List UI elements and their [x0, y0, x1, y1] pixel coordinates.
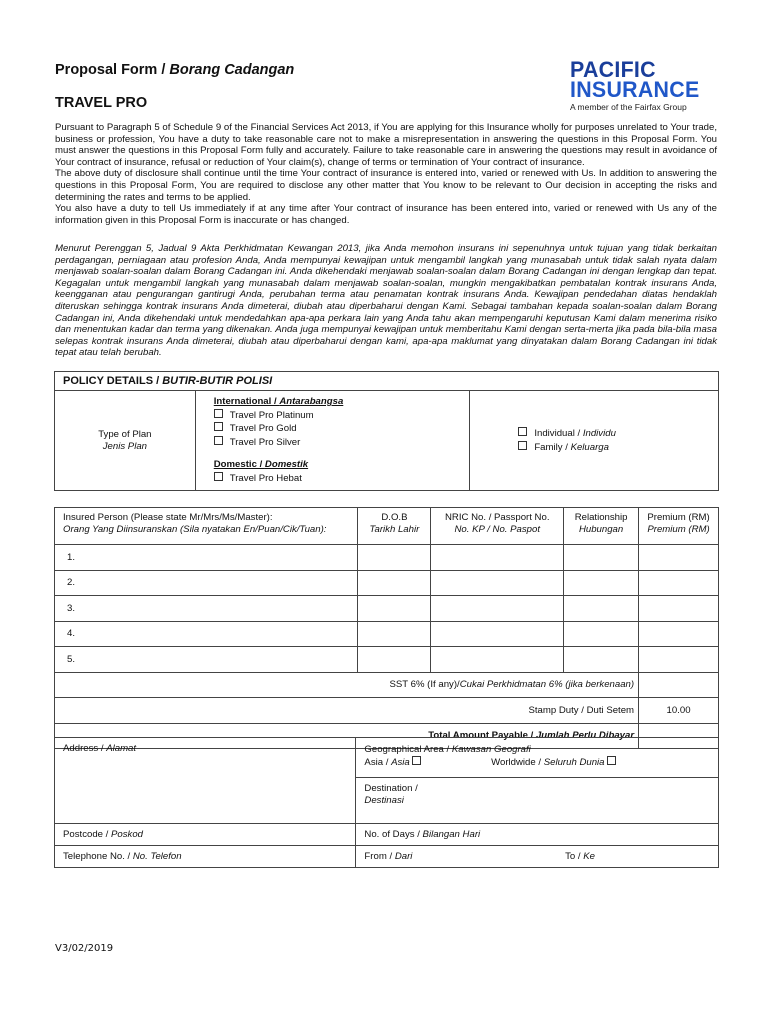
col-my: No. KP / No. Paspot — [454, 524, 540, 535]
relationship-cell[interactable] — [564, 596, 639, 622]
nric-cell[interactable] — [431, 647, 564, 673]
stamp-duty-row — [55, 698, 719, 724]
postcode-field[interactable] — [55, 824, 356, 846]
geo-my: Kawasan Geografi — [451, 744, 531, 755]
coverage-option-individual[interactable] — [518, 427, 718, 441]
premium-cell[interactable] — [639, 647, 719, 673]
col-en: Premium (RM) — [647, 512, 710, 523]
row-number: 2. — [67, 577, 76, 589]
geo-options — [364, 756, 710, 769]
travel-dates — [356, 846, 719, 868]
stamp-duty-amount: 10.00 — [639, 698, 719, 724]
sst-en: SST 6% (If any)/ — [389, 679, 460, 691]
relationship-cell[interactable] — [564, 545, 639, 571]
days-en: No. of Days / — [364, 829, 423, 840]
coverage-my: Individu — [582, 427, 616, 439]
col-dob — [358, 508, 431, 545]
sst-amount-cell[interactable] — [639, 672, 719, 698]
sst-my: Cukai Perkhidmatan 6% (jika berkenaan) — [459, 679, 635, 691]
version-label: V3/02/2019 — [55, 943, 114, 954]
number-of-days-field[interactable] — [356, 824, 719, 846]
asia-my: Asia — [391, 757, 410, 768]
type-of-plan-label — [55, 391, 196, 491]
checkbox[interactable] — [214, 472, 223, 481]
tel-my: No. Telefon — [132, 851, 182, 862]
dob-cell[interactable] — [358, 545, 431, 571]
col-en: Insured Person (Please state Mr/Mrs/Ms/Master): — [63, 512, 273, 523]
dom-malay: Domestik — [264, 459, 309, 471]
relationship-cell[interactable] — [564, 570, 639, 596]
relationship-cell[interactable] — [564, 647, 639, 673]
company-logo — [570, 57, 700, 112]
world-en: Worldwide / — [491, 757, 544, 768]
col-my: Premium (RM) — [647, 524, 710, 535]
disclosure-paragraph: Pursuant to Paragraph 5 of Schedule 9 of the Financial Services Act 2013, if You are applying for this Insurance wholly for purposes unrelated to Your trade, business or profession, You have a duty to take reasonable care not to make a misrepresentation in answering the questions in this Proposal Form. You must answer the questions in this Proposal Form fully and accurately. Failure to take reasonable care in answering the questions may result in avoidance of Your contract of insurance, refusal or reduction of Your claim(s), change of terms or termination of Your contract of insurance. — [55, 122, 717, 168]
to-my: Ke — [583, 851, 595, 862]
insured-persons-table — [54, 507, 719, 749]
intl-english: International / — [213, 396, 280, 407]
relationship-cell[interactable] — [564, 621, 639, 647]
insured-name-cell[interactable] — [55, 647, 358, 673]
plan-label: Travel Pro Platinum — [229, 409, 314, 421]
dob-cell[interactable] — [358, 596, 431, 622]
page-title — [55, 62, 294, 78]
address-travel-table — [54, 737, 719, 868]
table-row — [55, 545, 719, 571]
heading-english: POLICY DETAILS / — [63, 375, 163, 387]
disclosure-paragraph: You also have a duty to tell Us immediately if at any time after Your contract of insurance has been entered into, varied or renewed with Us any of the information given in this Proposal Form is inaccurate or has changed. — [55, 203, 717, 226]
sst-row — [55, 672, 719, 698]
logo-tagline: A member of the Fairfax Group — [570, 102, 687, 112]
international-heading — [214, 396, 470, 409]
plan-options — [195, 391, 470, 491]
heading-malay: BUTIR-BUTIR POLISI — [162, 375, 273, 387]
nric-cell[interactable] — [431, 596, 564, 622]
insured-name-cell[interactable] — [55, 570, 358, 596]
premium-cell[interactable] — [639, 621, 719, 647]
dob-cell[interactable] — [358, 647, 431, 673]
dob-cell[interactable] — [358, 621, 431, 647]
dest-my: Destinasi — [364, 794, 404, 806]
plan-option-silver[interactable] — [214, 436, 470, 450]
from-date-field[interactable] — [364, 851, 412, 862]
checkbox[interactable] — [214, 409, 223, 418]
geo-label — [364, 743, 710, 756]
dom-english: Domestic / — [213, 459, 265, 471]
telephone-field[interactable] — [55, 846, 356, 868]
from-my: Dari — [394, 851, 413, 862]
product-name: TRAVEL PRO — [55, 95, 148, 111]
address-en: Address / — [63, 743, 107, 754]
domestic-heading — [214, 459, 470, 472]
col-my: Hubungan — [578, 524, 624, 535]
checkbox[interactable] — [518, 427, 527, 436]
asia-en: Asia / — [364, 757, 392, 768]
checkbox[interactable] — [607, 756, 616, 765]
dest-en: Destination / — [364, 782, 418, 794]
disclosure-malay — [55, 243, 717, 359]
insured-name-cell[interactable] — [55, 545, 358, 571]
coverage-option-family[interactable] — [518, 441, 718, 455]
postcode-en: Postcode / — [63, 829, 111, 840]
postcode-my: Poskod — [111, 829, 143, 840]
table-row — [55, 621, 719, 647]
plan-label: Travel Pro Silver — [229, 436, 301, 448]
intl-malay: Antarabangsa — [279, 396, 344, 407]
nric-cell[interactable] — [431, 570, 564, 596]
coverage-en: Individual / — [534, 427, 583, 439]
sst-label — [55, 672, 639, 698]
checkbox[interactable] — [214, 436, 223, 445]
insured-name-cell[interactable] — [55, 621, 358, 647]
geo-en: Geographical Area / — [364, 744, 452, 755]
tel-en: Telephone No. / — [63, 851, 133, 862]
dob-cell[interactable] — [358, 570, 431, 596]
disclosure-paragraph-malay: Menurut Perenggan 5, Jadual 9 Akta Perkhidmatan Kewangan 2013, jika Anda memohon insurans ini sepenuhnya untuk tujuan yang tidak berkaitan perdagangan, perniagaan atau profesion Anda, Anda mempunyai kewajipan untuk mengambil langkah yang munasabah untuk tidak salah nyata dalam menjawab soalan-soalan dalam Borang Cadangan ini. Anda dikehendaki menjawab soalan-soalan dalam Borang Cadangan ini dengan lengkap dan tepat. Kegagalan untuk mengambil langkah yang munasabah dalam menjawab soalan-soalan, mungkin mengakibatkan pembatalan kontrak insurans Anda, keengganan atau pengurangan gantirugi Anda, perubahan terma atau penamatan kontrak insurans Anda. Kewajipan pendedahan diatas hendaklah diteruskan sehingga kontrak insurans Anda dimeterai, diubah atau diperbaharui dengan Kami. Sebagai tambahan kepada soalan-soalan dalam Borang Cadangan ini, Anda dikehendaki untuk mendedahkan apa-apa perkara lain yang Anda tahu akan mempengaruhi keputusan Kami dalam menerima risiko dan menentukan kadar dan terma yang dikenakan. Anda juga mempunyai kewajipan untuk memberitahu Kami dengan serta-merta jika pada bila-bila masa selepas kontrak insurans Anda dimeterai, diubah atau diperbaharui dengan kami, apa-apa maklumat yang dinyatakan dalam Borang Cadangan ini tidak tepat atau telah berubah. — [55, 243, 717, 359]
nric-cell[interactable] — [431, 621, 564, 647]
premium-cell[interactable] — [639, 596, 719, 622]
premium-cell[interactable] — [639, 570, 719, 596]
title-english: Proposal Form / — [55, 62, 170, 78]
total-my: Jumlah Perlu Dibayar — [535, 730, 635, 742]
plan-label: Travel Pro Gold — [229, 423, 297, 435]
coverage-my: Keluarga — [570, 441, 609, 453]
title-malay: Borang Cadangan — [169, 62, 295, 78]
type-label-english: Type of Plan — [98, 428, 152, 440]
asia-option[interactable] — [364, 757, 428, 768]
geographical-area — [356, 738, 719, 778]
address-field[interactable] — [55, 738, 356, 824]
row-number: 3. — [67, 602, 76, 614]
col-my: Tarikh Lahir — [369, 524, 420, 535]
col-en: Relationship — [574, 512, 628, 523]
address-my: Alamat — [106, 743, 137, 754]
logo-word-insurance: INSURANCE — [570, 77, 700, 102]
disclosure-paragraph: The above duty of disclosure shall continue until the time Your contract of insurance is entered into, varied or renewed with Us. In addition to answering the questions in this Proposal Form, You are required to disclose any other matter that You know to be relevant to Our decision in accepting the risks and determining the rates and terms to be applied. — [55, 168, 717, 203]
destination-field[interactable] — [356, 777, 719, 823]
table-row — [55, 647, 719, 673]
to-date-field[interactable] — [565, 851, 595, 862]
table-row — [55, 596, 719, 622]
from-en: From / — [364, 851, 395, 862]
plan-option-gold[interactable] — [214, 422, 470, 436]
col-relationship — [564, 508, 639, 545]
world-my: Seluruh Dunia — [543, 757, 605, 768]
table-row — [55, 570, 719, 596]
coverage-options — [470, 391, 719, 491]
total-en: Total Amount Payable / — [428, 730, 536, 742]
row-number: 4. — [67, 628, 76, 640]
col-en: D.O.B — [381, 512, 408, 523]
checkbox[interactable] — [214, 422, 223, 431]
policy-details-heading — [55, 372, 719, 391]
to-en: To / — [565, 851, 584, 862]
checkbox[interactable] — [518, 441, 527, 450]
type-label-malay: Jenis Plan — [102, 440, 147, 452]
plan-option-platinum[interactable] — [214, 409, 470, 423]
logo-word-pacific: PACIFIC — [570, 57, 656, 82]
premium-cell[interactable] — [639, 545, 719, 571]
worldwide-option[interactable] — [491, 757, 623, 768]
plan-label: Travel Pro Hebat — [229, 472, 302, 484]
row-number: 1. — [67, 551, 76, 563]
row-number: 5. — [67, 653, 76, 665]
insured-name-cell[interactable] — [55, 596, 358, 622]
days-my: Bilangan Hari — [422, 829, 481, 840]
col-premium — [639, 508, 719, 545]
checkbox[interactable] — [412, 756, 421, 765]
col-my: Orang Yang Diinsuranskan (Sila nyatakan En/Puan/Cik/Tuan): — [63, 524, 327, 535]
policy-details-table — [54, 371, 719, 491]
col-nric — [431, 508, 564, 545]
plan-option-hebat[interactable] — [214, 472, 470, 486]
disclosure-english — [55, 122, 717, 226]
coverage-en: Family / — [534, 441, 571, 453]
col-insured-person — [55, 508, 358, 545]
stamp-duty-label: Stamp Duty / Duti Setem — [55, 698, 639, 724]
nric-cell[interactable] — [431, 545, 564, 571]
col-en: NRIC No. / Passport No. — [444, 512, 550, 523]
